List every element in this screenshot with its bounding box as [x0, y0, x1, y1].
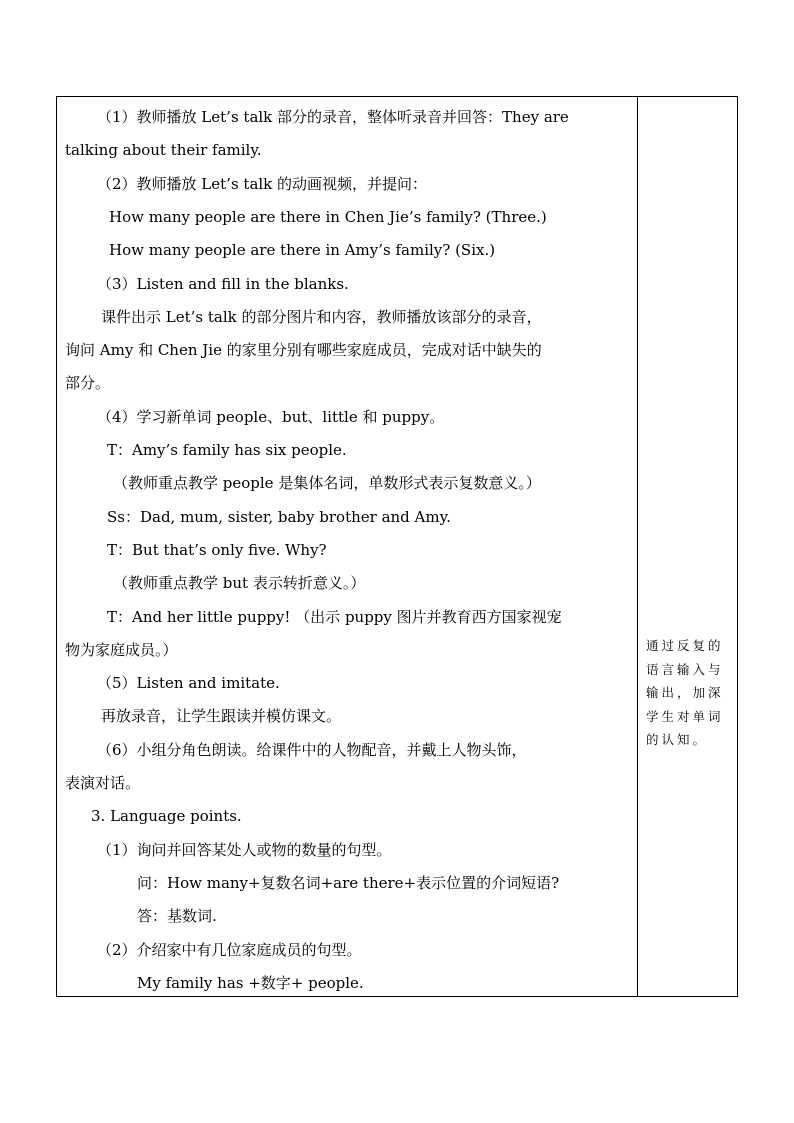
procedure-line: （教师重点教学 people 是集体名词，单数形式表示复数意义。） — [113, 474, 541, 493]
procedure-line: 3. Language points. — [91, 807, 242, 826]
design-intent-line: 通过反复的 — [646, 638, 724, 653]
procedure-line: T：Amy’s family has six people. — [107, 441, 347, 459]
procedure-line: 再放录音，让学生跟读并模仿课文。 — [101, 707, 342, 726]
design-intent-cell — [638, 97, 737, 996]
design-intent-line: 语言输入与 — [646, 661, 724, 677]
procedure-line: T：And her little puppy! （出示 puppy 图片并教育西方国家视宠 — [107, 607, 562, 626]
procedure-line: （1）询问并回答某处人或物的数量的句型。 — [97, 840, 392, 859]
procedure-line: （1）教师播放 Let’s talk 部分的录音，整体听录音并回答：They are — [97, 108, 569, 126]
procedure-line: （3）Listen and fill in the blanks. — [97, 274, 349, 293]
procedure-line: 询问 Amy 和 Chen Jie 的家里分别有哪些家庭成员，完成对话中缺失的 — [65, 341, 542, 360]
procedure-line: （2）介绍家中有几位家庭成员的句型。 — [97, 940, 362, 959]
lesson-table — [56, 96, 738, 997]
procedure-line: （6）小组分角色朗读。给课件中的人物配音，并戴上人物头饰， — [97, 740, 527, 759]
procedure-cell — [57, 97, 638, 996]
procedure-line: T：But that’s only five. Why? — [107, 540, 327, 559]
procedure-line: （教师重点教学 but 表示转折意义。） — [113, 574, 366, 593]
procedure-line: （4）学习新单词 people、but、little 和 puppy。 — [97, 407, 445, 426]
procedure-line: How many people are there in Chen Jie’s family? (Three.) — [109, 207, 547, 226]
procedure-line: 物为家庭成员。） — [65, 640, 178, 659]
design-intent-line: 输出，加深 — [646, 685, 724, 700]
procedure-line: talking about their family. — [65, 141, 262, 160]
procedure-line: 课件出示 Let’s talk 的部分图片和内容，教师播放该部分的录音， — [101, 307, 542, 326]
procedure-line: （2）教师播放 Let’s talk 的动画视频，并提问： — [97, 174, 428, 193]
procedure-line: 问：How many+复数名词+are there+表示位置的介词短语? — [137, 873, 560, 892]
procedure-line: Ss：Dad, mum, sister, baby brother and Amy. — [107, 507, 451, 526]
procedure-line: （5）Listen and imitate. — [97, 674, 280, 693]
procedure-line: 部分。 — [65, 374, 111, 393]
procedure-line: 表演对话。 — [65, 774, 141, 792]
procedure-line: My family has +数字+ people. — [137, 973, 364, 992]
procedure-line: How many people are there in Amy’s family? (Six.) — [109, 241, 496, 260]
design-intent-line: 学生对单词 — [646, 708, 724, 724]
procedure-line: 答：基数词. — [137, 907, 217, 926]
design-intent-line: 的认知。 — [646, 732, 709, 747]
